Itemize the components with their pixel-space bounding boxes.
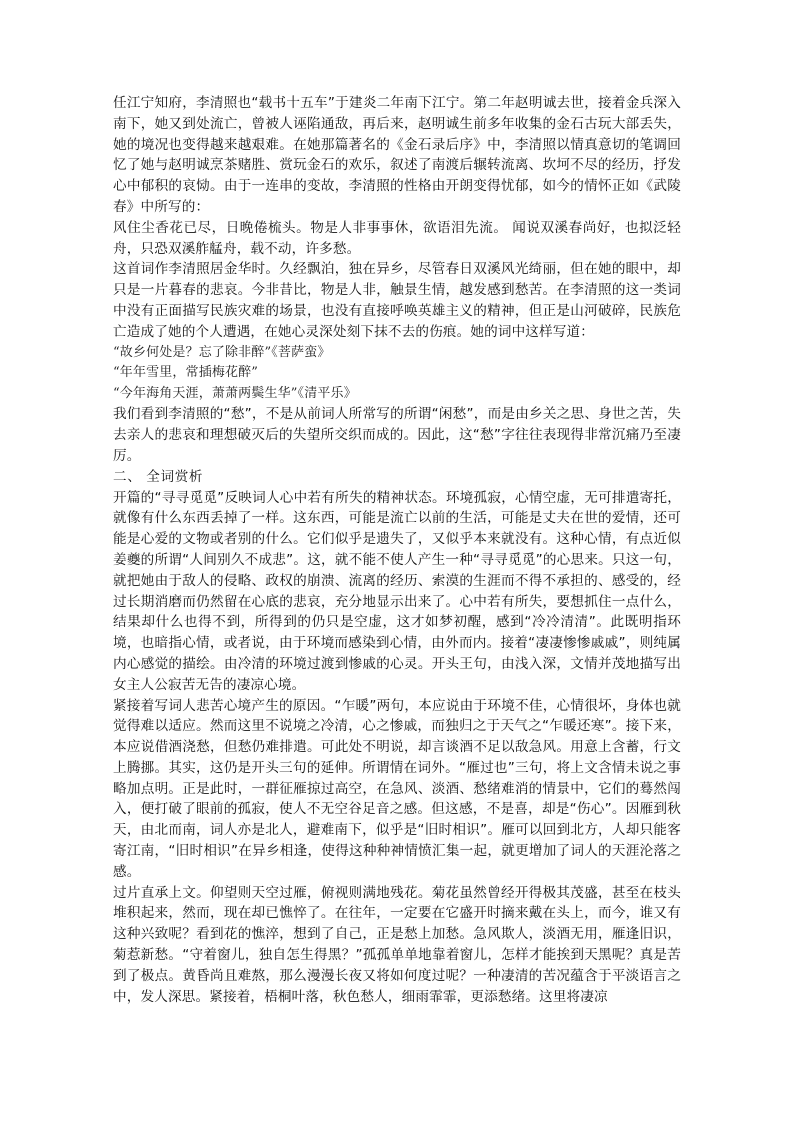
paragraph-sorrow-analysis: 我们看到李清照的“愁”，不是从前词人所常写的所谓“闲愁”，而是由乡关之思、身世之苦，失去亲人的悲哀和理想破灭后的失望所交织而成的。因此，这“愁”字往往表现得非常沉痛乃至凄厉。 [113,406,681,464]
paragraph-poem-commentary: 这首词作李清照居金华时。久经飘泊，独在异乡，尽管春日双溪风光绮丽，但在她的眼中，却只是一片暮春的悲哀。今非昔比，物是人非，触景生情，越发感到愁苦。在李清照的这一类词中没有正面描写民族灾难的场景，也没有直接呼唤英雄主义的精神，但正是山河破碎，民族危亡造成了她的个人遭遇，在她心灵深处刻下抹不去的伤痕。她的词中这样写道： [113,261,681,340]
quote-pusaman: “故乡何处是？忘了除非醉”《菩萨蛮》 [113,344,331,360]
paragraph-li-qingzhao-biography: 任江宁知府，李清照也“载书十五车”于建炎二年南下江宁。第二年赵明诚去世，接着金兵深入南下，她又到处流亡，曾被人诬陷通敌，再后来，赵明诚生前多年收集的金石古玩大部丢失，她的境况也变得越来越艰难。在她那篇著名的《金石录后序》中，李清照以情真意切的笔调回忆了她与赵明诚烹茶赌胜、赏玩金石的欢乐，叙述了南渡后辗转流离、坎坷不尽的经历，抒发心中郁积的哀恸。由于一连串的变故，李清照的性格由开朗变得忧郁，如今的情怀正如《武陵春》中所写的： [113,95,681,215]
quote-plum-blossom: “年年雪里，常插梅花醉” [113,365,259,381]
document-page [113,93,681,1007]
section-heading-appreciation: 二、 全词赏析 [113,468,204,485]
poem-wulingchun: 风住尘香花已尽，日晚倦梳头。物是人非事事休，欲语泪先流。 闻说双溪春尚好，也拟泛轻舟，只恐双溪舴艋舟，载不动，许多愁。 [113,219,681,257]
paragraph-second-stanza: 过片直承上文。仰望则天空过雁，俯视则满地残花。菊花虽然曾经开得极其茂盛，甚至在枝头堆积起来，然而，现在却已憔悴了。在往年，一定要在它盛开时摘来戴在头上，而今，谁又有这种兴致呢？看到花的憔淬，想到了自己，正是愁上加愁。急风欺人，淡酒无用，雁逢旧识，菊惹新愁。“守着窗儿，独自怎生得黑？”孤孤单单地靠着窗儿，怎样才能挨到天黑呢？真是苦到了极点。黄昏尚且难熬，那么漫漫长夜又将如何度过呢？一种凄清的苦况蕴含于平淡语言之中，发人深思。紧接着，梧桐叶落，秋色愁人，细雨霏霏，更添愁绪。这里将凄凉 [113,884,681,1005]
paragraph-cause-of-sorrow: 紧接着写词人悲苦心境产生的原因。“乍暖”两句，本应说由于环境不佳，心情很坏，身体也就觉得难以适应。然而这里不说境之冷清，心之惨戚，而独归之于天气之“乍暖还寒”。接下来，本应说借酒浇愁，但愁仍难排遣。可此处不明说，却言谈酒不足以敌急风。用意上含蓄，行文上腾挪。其实，这仍是开头三句的延伸。所谓情在词外。“雁过也”三句，将上文含情未说之事略加点明。正是此时，一群征雁掠过高空，在急风、淡酒、愁绪难消的情景中，它们的蓦然闯入，便打破了眼前的孤寂，使人不无空谷足音之感。但这感，不是喜，却是“伤心”。因雁到秋天，由北而南，词人亦是北人，避难南下，似乎是“旧时相识”。雁可以回到北方，人却只能客寄江南，“旧时相识”在异乡相逢，使得这种种神情愤汇集一起，就更增加了词人的天涯沦落之感。 [113,697,681,880]
quote-qingpingle: “今年海角天涯，萧萧两鬓生华”《清平乐》 [113,385,357,401]
paragraph-opening-lines: 开篇的“寻寻觅觅”反映词人心中若有所失的精神状态。环境孤寂，心情空虚，无可排遣寄托，就像有什么东西丢掉了一样。这东西，可能是流亡以前的生活，可能是丈夫在世的爱情，还可能是心爱的文物或者别的什么。它们似乎是遗失了，又似乎本来就没有。这种心情，有点近似姜夔的所谓“人间别久不成悲”。这，就不能不使人产生一种“寻寻觅觅”的心思来。只这一句，就把她由于敌人的侵略、政权的崩溃、流离的经历、索漠的生涯而不得不承担的、感受的，经过长期消磨而仍然留在心底的悲哀，充分地显示出来了。心中若有所失，要想抓住一点什么，结果却什么也得不到，所得到的仍只是空虚，这才如梦初醒，感到“冷冷清清”。此既明指环境，也暗指心情，或者说，由于环境而感染到心情，由外而内。接着“凄凄惨惨戚戚”，则纯属内心感觉的描绘。由冷清的环境过渡到惨戚的心灵。开头王句，由浅入深，文情并茂地描写出女主人公寂苦无告的凄凉心境。 [113,489,681,693]
